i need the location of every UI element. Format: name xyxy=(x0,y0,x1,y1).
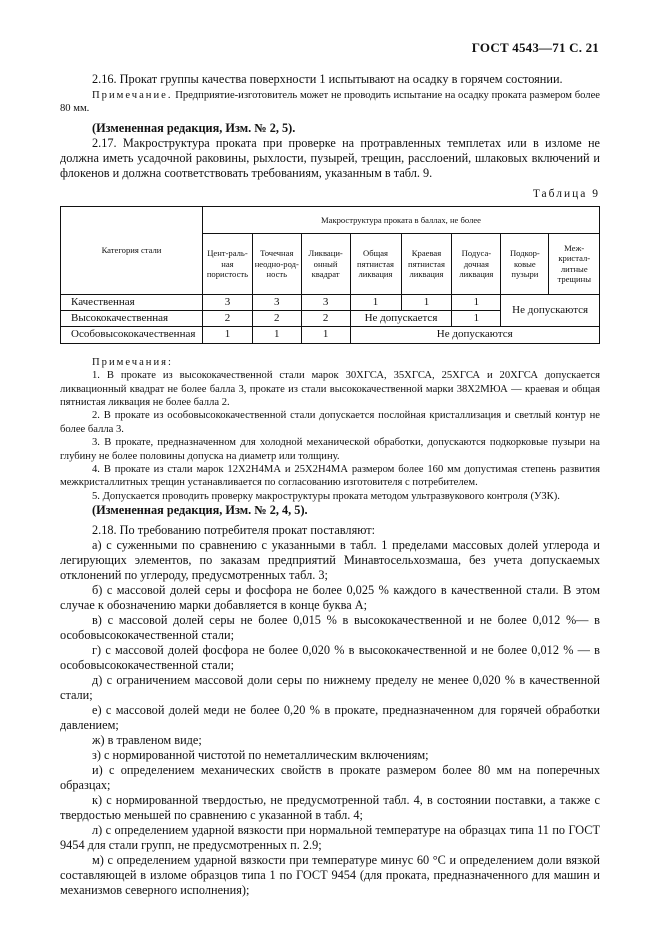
table-cell-merged: Не допускаются xyxy=(350,326,599,343)
note-item: 4. В прокате из стали марок 12Х2Н4МА и 25Х2Н4МА размером более 160 мм допустимая степень развития межкристаллитных трещин устанавливается по согласованию изготовителя с потребителем. xyxy=(60,464,600,489)
revision-note-2: (Измененная редакция, Изм. № 2, 4, 5). xyxy=(92,503,308,518)
list-item: д) с ограничением массовой доли серы по нижнему пределу не менее 0,020 % в качественной стали; xyxy=(60,673,600,703)
table-9 xyxy=(60,206,600,344)
table-row xyxy=(61,294,600,310)
list-item: м) с определением ударной вязкости при температуре минус 60 °С и определением доли вязкой составляющей в изломе образцов типа 1 по ГОСТ 9454 (для проката, предназначенного для машин и механизмов северного исполнения); xyxy=(60,853,600,898)
note-item: 3. В прокате, предназначенном для холодной механической обработки, допускаются подкорковые пузыри на глубину не более половины допуска на диаметр или толщину. xyxy=(60,437,600,462)
table-row xyxy=(61,326,600,343)
col-header: Общая пятнистая ликвация xyxy=(350,233,401,294)
col-header: Краевая пятнистая ликвация xyxy=(401,233,452,294)
col-header-category: Категория стали xyxy=(61,206,203,294)
notes-title: Примечания: xyxy=(92,356,173,368)
table-header-row-1 xyxy=(61,206,600,233)
col-header: Меж-кристал-литные трещины xyxy=(549,233,600,294)
col-header: Подкор-ковые пузыри xyxy=(501,233,549,294)
list-item: л) с определением ударной вязкости при нормальной температуре на образцах типа 11 по ГОСТ 9454 для стали групп, не предусмотренных п. 2.9; xyxy=(60,823,600,853)
col-header: Ликваци-онный квадрат xyxy=(301,233,350,294)
col-header: Точечная неодно-род-ность xyxy=(252,233,301,294)
list-item: б) с массовой долей серы и фосфора не более 0,025 % каждого в качественной стали. В этом случае к обозначению марки добавляется в конце буква А; xyxy=(60,583,600,613)
note-item: 5. Допускается проводить проверку макроструктуры проката методом ультразвукового контроля (УЗК). xyxy=(92,490,560,502)
table-cell: 1 xyxy=(401,294,452,310)
table-cell: 3 xyxy=(252,294,301,310)
table-cell: 1 xyxy=(252,326,301,343)
row-category: Качественная xyxy=(61,294,203,310)
table-cell: 1 xyxy=(452,294,501,310)
table-cell-merged: Не допускается xyxy=(350,310,452,326)
table-cell: 1 xyxy=(350,294,401,310)
table-cell: 3 xyxy=(202,294,252,310)
note-item: 2. В прокате из особовысококачественной стали допускается послойная кристаллизация и светлый контур не более балла 3. xyxy=(60,410,600,435)
list-item: в) с массовой долей серы не более 0,015 % в высококачественной и не более 0,012 %— в особовысококачественной стали; xyxy=(60,613,600,643)
table-cell: 2 xyxy=(202,310,252,326)
table-cell: 3 xyxy=(301,294,350,310)
list-item: а) с суженными по сравнению с указанными в табл. 1 пределами массовых долей углерода и легирующих элементов, по заказам предприятий Минавтосельхозмаша, без учета допускаемых отклонений по углероду, предусмотренных табл. 3; xyxy=(60,538,600,583)
note-label: Примечание. xyxy=(92,90,173,101)
table-cell: 2 xyxy=(252,310,301,326)
list-item: г) с массовой долей фосфора не более 0,020 % в высококачественной и не более 0,012 % — в особовысококачественной стали; xyxy=(60,643,600,673)
requirements-list xyxy=(60,538,600,898)
list-item: ж) в травленом виде; xyxy=(92,733,202,748)
list-item: и) с определением механических свойств в прокате размером более 80 мм на поперечных образцах; xyxy=(60,763,600,793)
list-item: е) с массовой долей меди не более 0,20 % в прокате, предназначенном для горячей обработки давлением; xyxy=(60,703,600,733)
clause-2-16: 2.16. Прокат группы качества поверхности 1 испытывают на осадку в горячем состоянии. xyxy=(92,72,563,86)
note-text: Предприятие-изготовитель может не проводить испытание на осадку проката размером более 80 мм. xyxy=(60,90,600,115)
clause-2-18: 2.18. По требованию потребителя прокат поставляют: xyxy=(92,523,376,538)
page-header: ГОСТ 4543—71 С. 21 xyxy=(471,40,599,55)
row-category: Особовысококачественная xyxy=(61,326,203,343)
table-cell: 1 xyxy=(202,326,252,343)
table-cell: 2 xyxy=(301,310,350,326)
table-cell: 1 xyxy=(452,310,501,326)
group-header: Макроструктура проката в баллах, не более xyxy=(202,206,599,233)
body-top xyxy=(60,72,600,898)
clause-2-17: 2.17. Макроструктура проката при проверке на протравленных темплетах или в изломе не должна иметь усадочной раковины, рыхлости, пузырей, трещин, расслоений, шлаковых включений и флокенов и должна соответствовать требованиям, указанным в табл. 9. xyxy=(60,135,600,180)
list-item: з) с нормированной чистотой по неметаллическим включениям; xyxy=(92,748,429,763)
table-cell: 1 xyxy=(301,326,350,343)
row-category: Высококачественная xyxy=(61,310,203,326)
col-header: Цент-раль-ная пористость xyxy=(202,233,252,294)
table-caption: Таблица 9 xyxy=(532,187,600,200)
revision-note-1: (Измененная редакция, Изм. № 2, 5). xyxy=(92,120,296,135)
col-header: Подуса-дочная ликвация xyxy=(452,233,501,294)
note-item: 1. В прокате из высококачественной стали марок 30ХГСА, 35ХГСА, 25ХГСА и 20ХГСА допускается ликвационный квадрат не более балла 3, прокате из стали высококачественной марки 38Х2МЮА — краевая и общая пятнистая ликвация не более балла 2. xyxy=(60,370,600,409)
list-item: к) с нормированной твердостью, не предусмотренной табл. 4, в состоянии поставки, а также с твердостью меньшей по сравнению с указанной в табл. 4; xyxy=(60,793,600,823)
clause-2-16-note xyxy=(60,89,600,116)
table-notes xyxy=(60,356,600,503)
table-cell-merged: Не допускаются xyxy=(501,294,600,326)
